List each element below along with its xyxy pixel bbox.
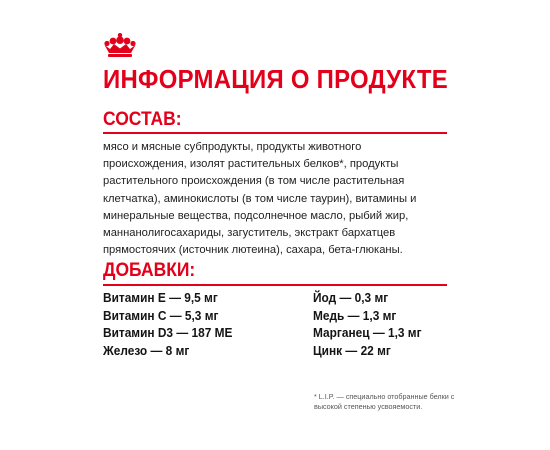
additives-heading: ДОБАВКИ:: [103, 260, 196, 281]
additives-divider: [103, 284, 447, 286]
composition-heading: СОСТАВ:: [103, 109, 182, 130]
composition-text: мясо и мясные субпродукты, продукты животного происхождения, изолят растительных белков*, продукты растительного происхождения (в том числе растительная клетчатка), аминокислоты (в том числе таурин), витамины и минеральные вещества, подсолнечное масло, рыбий жир, маннанолигосахариды, загуститель, экстракт бархатцев прямостоячих (источник лютеина), сахара, бета-глюканы.: [103, 141, 417, 257]
additive-manganese: Марганец — 1,3 мг: [313, 326, 422, 341]
additives-right-column: [313, 290, 427, 360]
additive-copper: Медь — 1,3 мг: [313, 308, 397, 323]
additive-vitamin-d3: Витамин D3 — 187 МЕ: [103, 326, 233, 341]
composition-divider: [103, 132, 447, 134]
additive-vitamin-c: Витамин С — 5,3 мг: [103, 308, 219, 323]
additives-left-column: [103, 290, 239, 360]
crown-icon: [100, 32, 140, 60]
additive-iron: Железо — 8 мг: [103, 343, 190, 358]
additive-zinc: Цинк — 22 мг: [313, 343, 391, 358]
page-title: ИНФОРМАЦИЯ О ПРОДУКТЕ: [103, 64, 448, 94]
footnote: * L.I.P. — специально отобранные белки с высокой степенью усвояемости.: [314, 392, 455, 412]
additive-vitamin-e: Витамин Е — 9,5 мг: [103, 291, 218, 305]
additive-iodine: Йод — 0,3 мг: [313, 291, 389, 305]
